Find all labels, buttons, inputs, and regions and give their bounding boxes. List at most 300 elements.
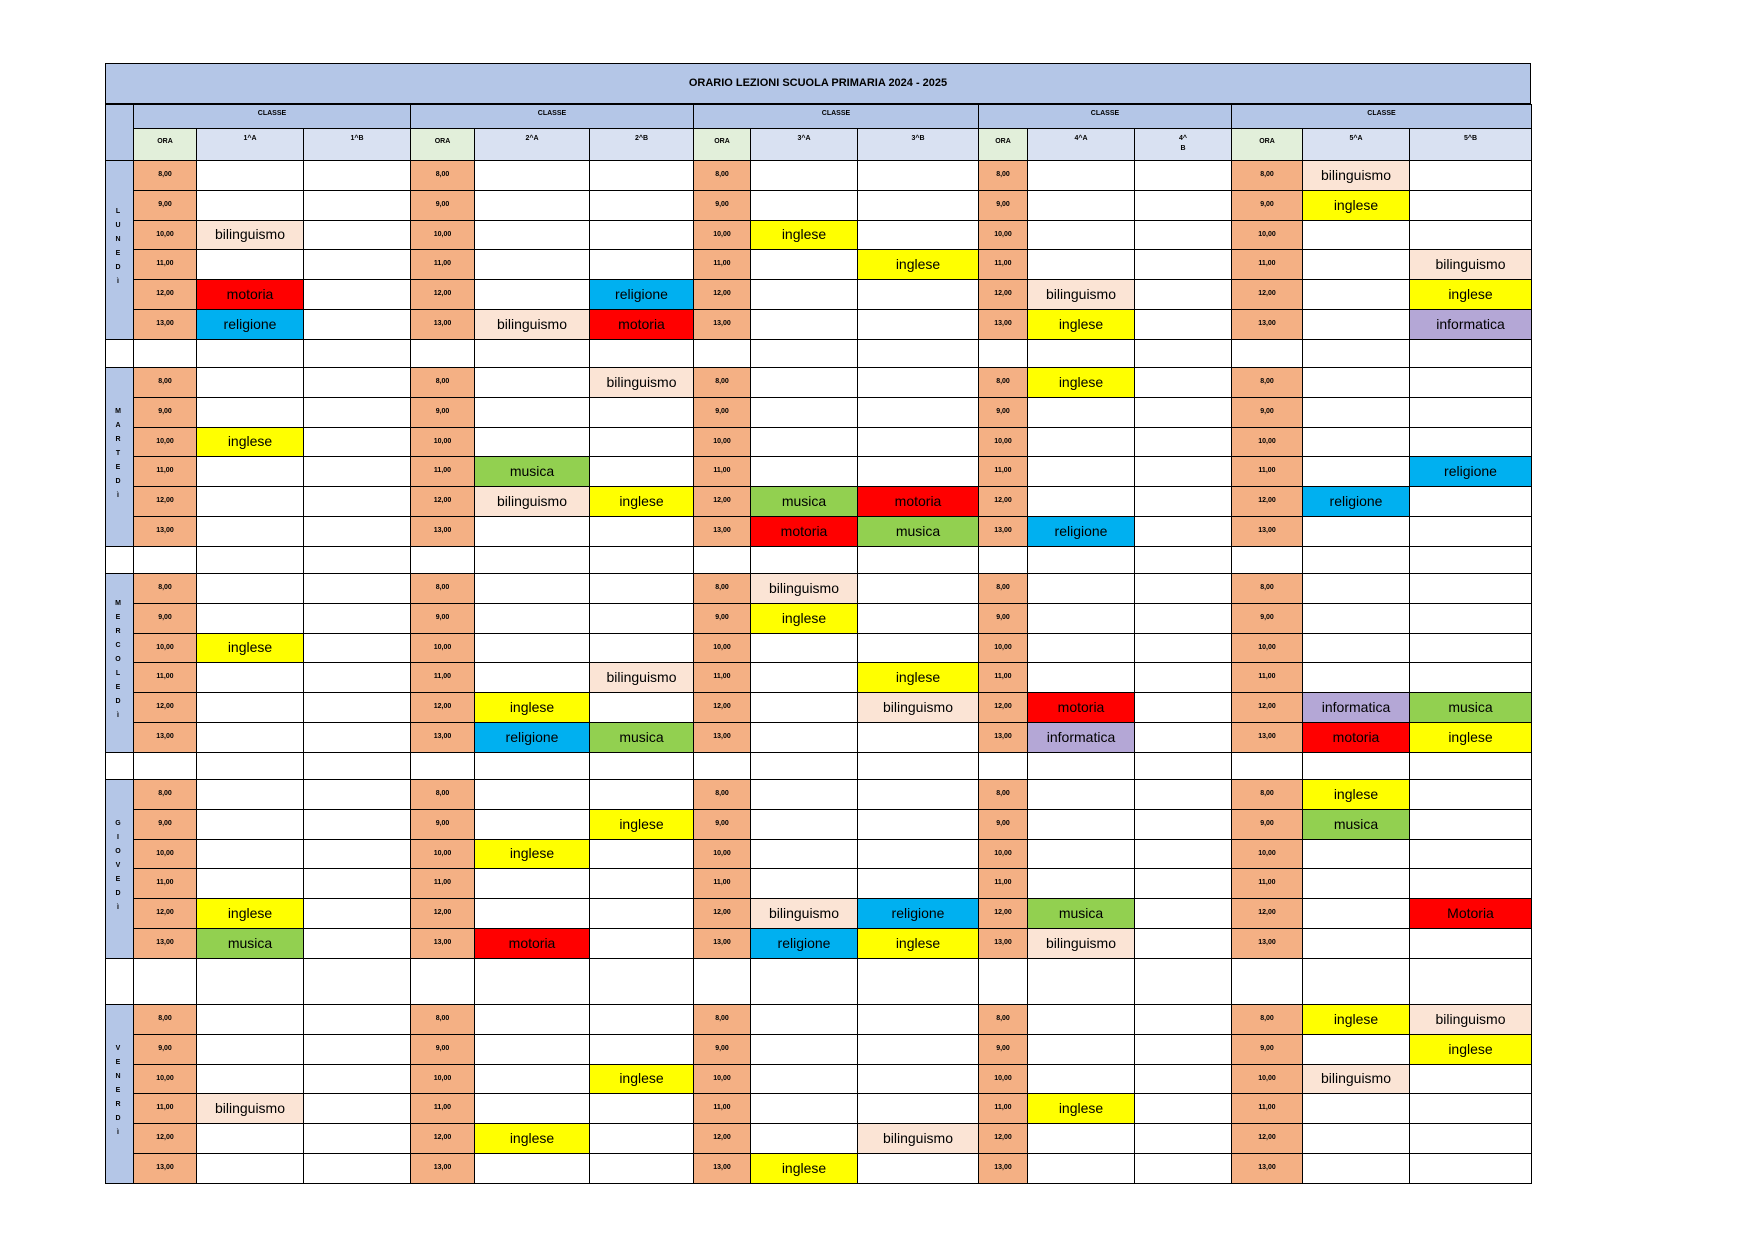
empty-cell [474,868,590,899]
empty-cell [303,1034,411,1065]
empty-cell [303,928,411,959]
empty-cell [1027,1004,1135,1035]
empty-cell [1409,160,1532,191]
hour-cell [1231,1004,1303,1035]
hour-cell [133,1123,197,1154]
hour-label: 12,00 [713,497,731,504]
subject-label: inglese [619,1070,664,1086]
hour-label: 12,00 [994,497,1012,504]
empty-cell [1302,928,1410,959]
day-letter: ì [117,904,119,912]
hour-label: 9,00 [158,408,172,415]
empty-cell [750,633,858,663]
hour-cell [693,456,751,487]
lesson-cell [196,898,304,929]
day-name-column [105,779,134,959]
day-letter: ì [117,712,119,720]
lesson-cell [1302,722,1410,753]
day-letter: E [115,1087,121,1095]
ora-header [133,128,197,161]
hour-label: 9,00 [435,408,450,415]
hour-cell [410,839,475,869]
subject-label: bilinguismo [1045,935,1117,951]
subject-label: inglese [1448,286,1493,302]
hour-label: 9,00 [435,820,450,827]
day-letter: V [115,862,121,870]
empty-cell [1134,573,1232,604]
spacer-cell [303,546,411,574]
day-name-column [105,573,134,753]
empty-cell [474,809,590,840]
hour-label: 8,00 [1260,584,1274,591]
empty-cell [303,1064,411,1094]
empty-cell [1027,868,1135,899]
hour-cell [410,633,475,663]
hour-label: 9,00 [715,820,729,827]
empty-cell [474,249,590,280]
hour-label: 13,00 [433,1164,452,1171]
empty-cell [589,427,694,457]
empty-cell [474,427,590,457]
hour-label: 13,00 [713,1164,731,1171]
empty-cell [303,633,411,663]
empty-cell [1134,633,1232,663]
hour-cell [693,279,751,310]
hour-cell [410,662,475,693]
empty-cell [1409,1093,1532,1124]
hour-label: 10,00 [713,231,731,238]
class-name: 3^A [797,135,811,142]
hour-label: 10,00 [433,850,452,857]
spacer-cell [410,339,475,368]
hour-label: 9,00 [715,1045,729,1052]
empty-cell [857,722,979,753]
empty-cell [303,692,411,723]
empty-cell [1409,1064,1532,1094]
hour-label: 13,00 [156,733,174,740]
hour-cell [1231,633,1303,663]
empty-cell [303,1153,411,1184]
hour-cell [978,692,1028,723]
hour-label: 12,00 [713,1134,731,1141]
hour-cell [410,928,475,959]
hour-label: 11,00 [1258,260,1276,267]
spacer-cell [693,958,751,1005]
hour-label: 8,00 [435,790,450,797]
empty-cell [589,633,694,663]
empty-cell [1409,603,1532,634]
hour-cell [693,486,751,517]
day-letter: L [115,208,121,216]
spacer-cell [410,546,475,574]
day-letter: ì [117,492,119,500]
class-name-header [1302,128,1410,161]
spacer-cell [1231,958,1303,1005]
spacer-cell [133,752,197,780]
class-name-header [303,128,411,161]
spacer-cell [196,339,304,368]
hour-cell [1231,220,1303,250]
empty-cell [196,573,304,604]
day-letter: D [115,264,121,272]
hour-label: 13,00 [1258,1164,1276,1171]
hour-cell [978,456,1028,487]
hour-cell [978,160,1028,191]
hour-cell [978,249,1028,280]
empty-cell [1027,573,1135,604]
spacer-cell [1027,339,1135,368]
spacer-cell [978,339,1028,368]
empty-cell [1134,220,1232,250]
hour-cell [410,1064,475,1094]
empty-cell [1027,662,1135,693]
subject-label: inglese [227,639,273,655]
empty-cell [303,722,411,753]
empty-cell [196,603,304,634]
hour-label: 12,00 [994,909,1012,916]
subject-label: inglese [227,905,273,921]
empty-cell [1302,1093,1410,1124]
empty-cell [474,1004,590,1035]
empty-cell [474,190,590,221]
header-corner [105,104,134,161]
hour-cell [133,868,197,899]
empty-cell [1134,1093,1232,1124]
hour-cell [410,220,475,250]
hour-cell [1231,1064,1303,1094]
class-name: 2^B [634,135,649,142]
empty-cell [589,1123,694,1154]
hour-label: 12,00 [433,497,452,504]
lesson-cell [750,486,858,517]
hour-cell [978,486,1028,517]
empty-cell [1134,160,1232,191]
spacer-cell [1027,958,1135,1005]
lesson-cell [589,309,694,340]
hour-cell [133,692,197,723]
hour-cell [693,1123,751,1154]
empty-cell [750,1093,858,1124]
hour-cell [410,309,475,340]
spacer-cell [410,752,475,780]
empty-cell [196,692,304,723]
lesson-cell [1409,249,1532,280]
spacer-cell [750,752,858,780]
hour-label: 11,00 [433,673,452,680]
day-letter: O [115,848,121,856]
empty-cell [1134,516,1232,547]
empty-cell [1027,1153,1135,1184]
hour-label: 12,00 [1258,1134,1276,1141]
empty-cell [1409,779,1532,810]
spacer-cell [133,339,197,368]
empty-cell [303,868,411,899]
empty-cell [1302,220,1410,250]
subject-label: bilinguismo [606,669,677,685]
hour-label: 12,00 [156,290,174,297]
hour-label: 9,00 [1260,201,1274,208]
hour-label: 13,00 [1258,527,1276,534]
hour-label: 9,00 [1260,820,1274,827]
hour-label: 9,00 [715,614,729,621]
day-letter: E [115,464,121,472]
spacer-cell [978,958,1028,1005]
day-letter: I [117,834,119,842]
hour-label: 9,00 [996,614,1010,621]
hour-label: 13,00 [1258,320,1276,327]
empty-cell [589,692,694,723]
hour-label: 12,00 [433,703,452,710]
day-letter: E [115,250,121,258]
hour-label: 13,00 [994,527,1012,534]
empty-cell [589,898,694,929]
class-name: 4^A [1074,135,1088,142]
empty-cell [196,456,304,487]
empty-cell [1302,603,1410,634]
day-name-column [105,1004,134,1184]
hour-label: 12,00 [433,290,452,297]
hour-cell [410,1123,475,1154]
empty-cell [857,397,979,428]
empty-cell [1027,160,1135,191]
lesson-cell [857,249,979,280]
hour-cell [978,573,1028,604]
empty-cell [857,1093,979,1124]
hour-cell [693,367,751,398]
empty-cell [196,160,304,191]
subject-label: bilinguismo [496,493,568,509]
hour-label: 10,00 [713,1075,731,1082]
spacer-cell [1409,339,1532,368]
day-letter: E [115,684,121,692]
hour-label: 12,00 [156,1134,174,1141]
class-name: 4^ B [1179,135,1187,152]
hour-label: 13,00 [433,733,452,740]
day-letter: T [115,450,121,458]
hour-cell [978,220,1028,250]
class-name: 1^B [350,135,364,142]
empty-cell [1302,898,1410,929]
day-letter: N [115,1073,121,1081]
empty-cell [196,1153,304,1184]
empty-cell [857,160,979,191]
empty-cell [750,1064,858,1094]
empty-cell [589,397,694,428]
hour-label: 11,00 [433,1104,452,1111]
hour-label: 11,00 [713,260,731,267]
empty-cell [1027,1123,1135,1154]
empty-cell [1409,1123,1532,1154]
hour-label: 8,00 [158,790,172,797]
hour-label: 10,00 [156,438,174,445]
hour-cell [410,722,475,753]
empty-cell [589,220,694,250]
hour-cell [978,1064,1028,1094]
hour-cell [693,692,751,723]
day-letter: L [115,670,121,678]
hour-label: 10,00 [156,850,174,857]
empty-cell [750,1034,858,1065]
class-name-header [1409,128,1532,161]
lesson-cell [1302,779,1410,810]
class-name-header [1027,128,1135,161]
hour-cell [978,868,1028,899]
spacer-cell [750,339,858,368]
empty-cell [750,1123,858,1154]
ora-label: ORA [157,138,173,145]
empty-cell [857,1004,979,1035]
empty-cell [1134,367,1232,398]
subject-label: musica [781,493,827,509]
subject-label: religione [223,316,277,332]
empty-cell [589,839,694,869]
empty-cell [750,367,858,398]
empty-cell [1134,1064,1232,1094]
lesson-cell [1027,692,1135,723]
hour-label: 8,00 [435,584,450,591]
empty-cell [1134,1034,1232,1065]
empty-cell [1134,1153,1232,1184]
hour-label: 10,00 [433,438,452,445]
lesson-cell [196,1093,304,1124]
empty-cell [303,516,411,547]
lesson-cell [750,220,858,250]
subject-label: motoria [1057,699,1105,715]
day-letter: D [115,1115,121,1123]
day-letter: R [115,628,121,636]
empty-cell [1302,456,1410,487]
empty-cell [1027,397,1135,428]
subject-label: musica [895,523,941,539]
empty-cell [1409,367,1532,398]
hour-cell [693,603,751,634]
hour-label: 10,00 [1258,644,1276,651]
class-name-header [750,128,858,161]
empty-cell [1134,1123,1232,1154]
hour-cell [978,1034,1028,1065]
lesson-cell [857,516,979,547]
hour-label: 13,00 [994,733,1012,740]
hour-cell [1231,367,1303,398]
empty-cell [1027,190,1135,221]
lesson-cell [196,279,304,310]
classe-label: CLASSE [821,110,851,117]
hour-cell [978,1004,1028,1035]
ora-label: ORA [434,138,451,145]
spacer-cell [857,339,979,368]
hour-cell [410,779,475,810]
day-letter: D [115,698,121,706]
hour-cell [133,367,197,398]
spacer-cell [1409,752,1532,780]
subject-label: informatica [1321,699,1391,715]
empty-cell [474,397,590,428]
lesson-cell [1409,1034,1532,1065]
day-letter: M [115,408,121,416]
lesson-cell [1409,456,1532,487]
hour-cell [410,692,475,723]
empty-cell [750,397,858,428]
hour-cell [693,1093,751,1124]
hour-label: 11,00 [433,879,452,886]
empty-cell [196,397,304,428]
hour-cell [693,427,751,457]
empty-cell [1134,486,1232,517]
hour-label: 9,00 [158,820,172,827]
lesson-cell [750,928,858,959]
hour-label: 11,00 [156,260,174,267]
empty-cell [1134,898,1232,929]
hour-cell [1231,279,1303,310]
hour-label: 8,00 [158,378,172,385]
hour-label: 10,00 [156,644,174,651]
lesson-cell [474,928,590,959]
empty-cell [857,809,979,840]
subject-label: bilinguismo [1435,256,1506,272]
empty-cell [303,573,411,604]
hour-cell [133,779,197,810]
empty-cell [589,603,694,634]
subject-label: religione [1329,493,1383,509]
lesson-cell [1027,898,1135,929]
hour-cell [1231,456,1303,487]
subject-label: inglese [895,935,941,951]
day-letter: ì [117,278,119,286]
hour-label: 8,00 [1260,171,1274,178]
empty-cell [857,633,979,663]
lesson-cell [196,309,304,340]
empty-cell [303,367,411,398]
hour-label: 10,00 [1258,1075,1276,1082]
lesson-cell [474,456,590,487]
classe-header [1231,104,1532,129]
empty-cell [1134,1004,1232,1035]
empty-cell [857,868,979,899]
hour-label: 9,00 [435,201,450,208]
hour-label: 8,00 [715,790,729,797]
subject-label: motoria [894,493,942,509]
hour-cell [693,1034,751,1065]
hour-cell [1231,779,1303,810]
hour-cell [693,633,751,663]
empty-cell [196,249,304,280]
hour-cell [693,722,751,753]
hour-label: 13,00 [156,527,174,534]
spacer-cell [1231,546,1303,574]
class-name-header [196,128,304,161]
empty-cell [474,220,590,250]
hour-label: 11,00 [713,879,731,886]
empty-cell [589,1004,694,1035]
lesson-cell [857,898,979,929]
hour-label: 11,00 [994,260,1012,267]
hour-cell [1231,692,1303,723]
empty-cell [750,662,858,693]
spacer-cell [303,752,411,780]
empty-cell [1027,249,1135,280]
empty-cell [1409,928,1532,959]
lesson-cell [857,692,979,723]
class-name: 2^A [525,135,539,142]
hour-label: 12,00 [994,703,1012,710]
lesson-cell [750,573,858,604]
subject-label: religione [777,935,831,951]
hour-label: 13,00 [994,1164,1012,1171]
spacer-cell [105,339,134,368]
empty-cell [1027,779,1135,810]
hour-label: 11,00 [1258,673,1276,680]
empty-cell [196,722,304,753]
